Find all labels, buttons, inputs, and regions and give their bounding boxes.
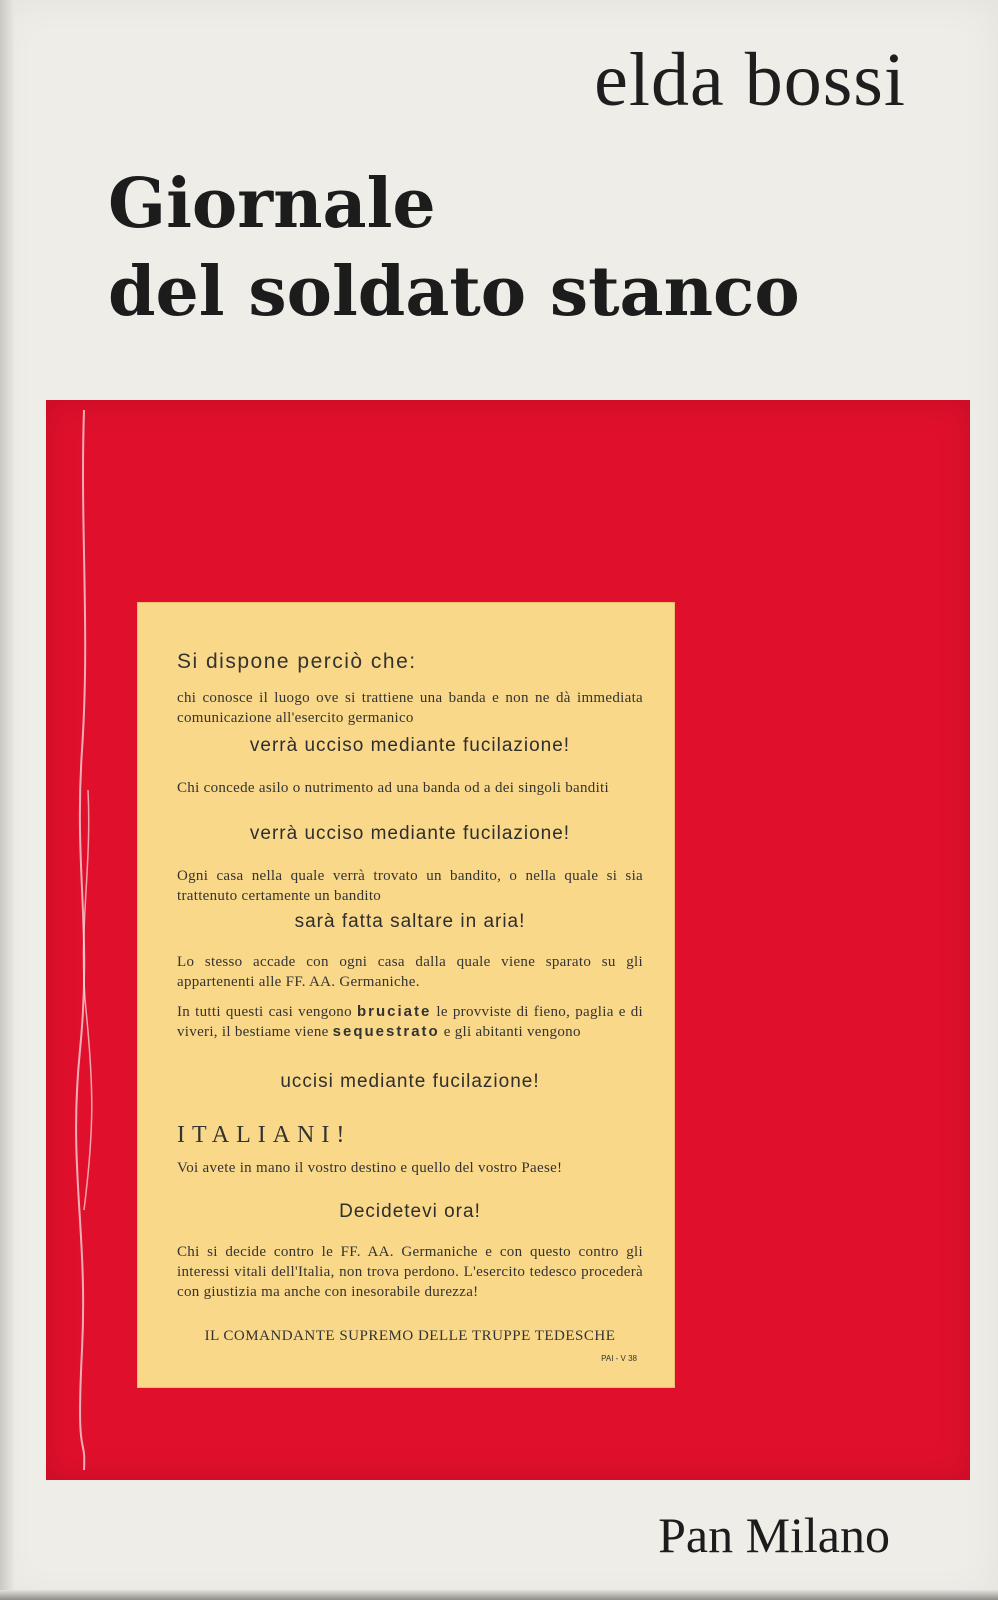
poster-headline-3: sarà fatta saltare in aria! — [294, 911, 526, 932]
poster-signature: IL COMANDANTE SUPREMO DELLE TRUPPE TEDESCHE — [204, 1328, 616, 1344]
crease-mark — [70, 410, 100, 1470]
title-line-2: del soldato stanco — [108, 252, 800, 332]
poster-code: PAI - V 38 — [601, 1354, 637, 1363]
poster-paragraph-7: Chi si decide contro le FF. AA. Germaniche e con questo contro gli interessi vitali dell'Italia, non trova perdono. L'esercito tedesco procederà con giustizia ma anche con inesorabile durezza! — [177, 1244, 643, 1300]
title-line-1: Giornale — [108, 164, 436, 244]
cover-left-edge — [0, 0, 14, 1600]
publisher-name: Pan Milano — [658, 1507, 890, 1563]
poster-emphasis-bruciate: bruciate — [356, 1003, 432, 1020]
poster-paragraph-5-e: e gli abitanti vengono — [439, 1024, 581, 1040]
poster-paragraph-6: Voi avete in mano il vostro destino e quello del vostro Paese! — [177, 1160, 563, 1176]
poster-headline-5: Decidetevi ora! — [339, 1201, 481, 1222]
poster-headline-4: uccisi mediante fucilazione! — [280, 1071, 540, 1092]
poster-paragraph-3: Ogni casa nella quale verrà trovato un bandito, o nella quale si sia trattenuto certamente un bandito — [177, 868, 643, 904]
poster-notice — [137, 602, 675, 1388]
author-name: elda bossi — [594, 38, 906, 122]
book-title — [108, 160, 968, 336]
poster-paragraph-5-c: le provviste di fieno, paglia e di viveri, il bestiame viene — [177, 1004, 643, 1040]
poster-paragraph-2: Chi concede asilo o nutrimento ad una banda od a dei singoli banditi — [177, 780, 609, 796]
poster-paragraph-1: chi conosce il luogo ove si trattiene una banda e non ne dà immediata comunicazione all'esercito germanico — [177, 690, 643, 726]
poster-paragraph-5-a: In tutti questi casi vengono — [177, 1004, 357, 1020]
cover-bottom-edge — [0, 1590, 998, 1600]
poster-lead: Si dispone perciò che: — [177, 650, 417, 673]
poster-paragraph-4: Lo stesso accade con ogni casa dalla quale viene sparato su gli appartenenti alle FF. AA. Germaniche. — [177, 954, 643, 990]
poster-emphasis-sequestrato: sequestrato — [332, 1023, 440, 1040]
poster-headline-1: verrà ucciso mediante fucilazione! — [249, 735, 571, 756]
poster-paragraph-5 — [177, 1002, 643, 1042]
poster-italiani: ITALIANI! — [177, 1122, 352, 1148]
poster-headline-2: verrà ucciso mediante fucilazione! — [249, 823, 571, 844]
